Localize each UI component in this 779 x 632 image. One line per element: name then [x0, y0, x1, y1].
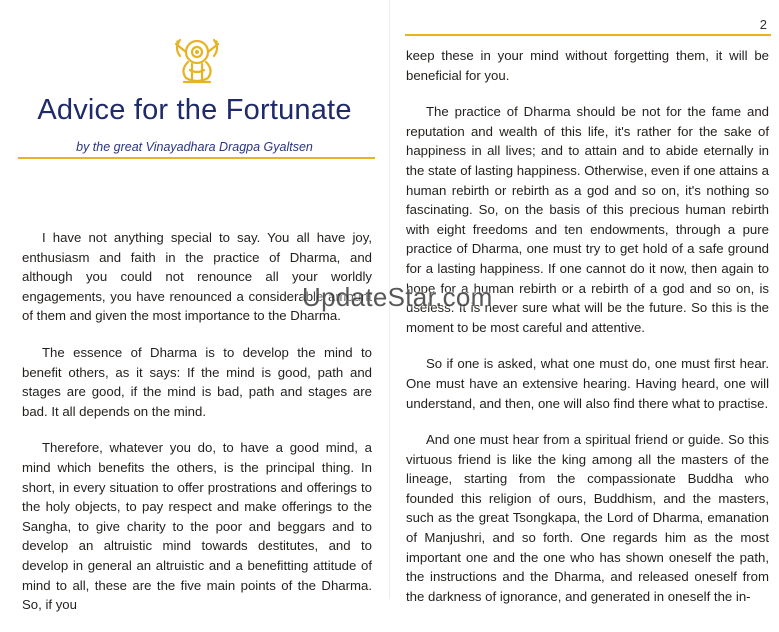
header-rule	[405, 34, 771, 36]
author-byline: by the great Vinayadhara Dragpa Gyaltsen	[76, 140, 313, 154]
paragraph: keep these in your mind without forgetting them, it will be beneficial for you.	[406, 48, 769, 83]
page-number: 2	[759, 17, 767, 32]
paragraph: The essence of Dharma is to develop the mind to benefit others, as it says: If the mind is good, path and stages are good, if the mind is bad, path and stages are bad. It all depends on the mind.	[22, 344, 372, 419]
paragraph: So if one is asked, what one must do, one must first hear. One must have an extensive hearing. Having heard, one will understand, and then, one will also find there what to practise.	[406, 356, 769, 411]
paragraph: And one must hear from a spiritual friend or guide. So this virtuous friend is like the king among all the masters of the lineage, starting from the compassionate Buddha who founded this religion of ours, Buddhism, and the masters, such as the great Tsongkapa, the Lord of Dharma, emanation of Manjushri, and so forth. One regards him as the most important one and the one who has shown oneself the path, the instructions and the Dharma, and released oneself from the darkness of ignorance, and generated in oneself the in-	[406, 432, 769, 604]
right-body-text	[406, 46, 769, 623]
knot-emblem-icon	[170, 36, 224, 84]
paragraph: Therefore, whatever you do, to have a good mind, a mind which benefits the others, is the principal thing. In short, in every situation to offer prostrations and offerings to the holy objects, to pay respect and make offerings to the Sangha, to give charity to the poor and beggars and to develop an altruistic mind towards destitutes, and to develop in general an altruistic and a benefitting attitude of mind to all, these are the five main points of the Dharma. So, if you	[22, 440, 372, 613]
paragraph: The practice of Dharma should be not for the fame and reputation and wealth of this life, it's rather for the sake of happiness in all lives; and to attain and to abide eternally in the state of lasting happiness. Otherwise, even if one attains a human rebirth or rebirth as a god and so on, it's nothing so fascinating. So, on the basis of this precious human rebirth with eight freedoms and ten endowments, through a pure practice of Dharma, one must try to get hold of a safe ground for a lasting happiness. If one cannot do it now, then again to hope for a human rebirth or a rebirth of a god and so on, is useless. It is never sure what will be the future. So this is the moment to be most careful and attentive.	[406, 104, 769, 335]
paragraph: I have not anything special to say. You all have joy, enthusiasm and faith in the practice of Dharma, and although you could not renounce all your worldly engagements, you have renounced a considerable amount of them and given the most importance to the Dharma.	[22, 230, 372, 324]
document-title: Advice for the Fortunate	[37, 94, 352, 126]
watermark: UpdateStar.com	[302, 282, 493, 312]
title-rule	[18, 157, 375, 159]
